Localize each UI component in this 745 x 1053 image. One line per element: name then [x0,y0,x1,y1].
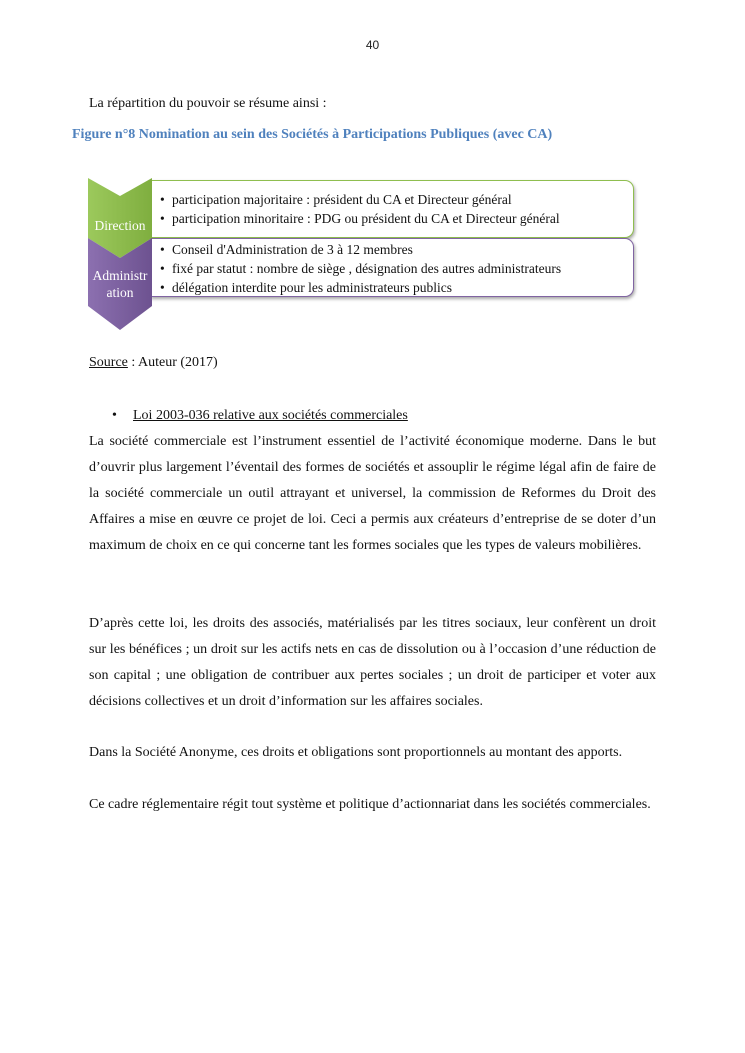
nomination-diagram [88,178,640,338]
administration-label-line1: Administr [92,268,148,283]
source-label: Source [89,355,128,370]
administration-item: • fixé par statut : nombre de siège , désignation des autres administrateurs [160,259,633,278]
administration-label-line2: ation [106,285,134,300]
paragraph: Dans la Société Anonyme, ces droits et obligations sont proportionnels au montant des apports. [89,745,623,760]
direction-box [150,180,634,238]
source-text: : Auteur (2017) [127,355,218,370]
administration-item: • délégation interdite pour les administrateurs publics [160,278,633,297]
intro-text: La répartition du pouvoir se résume ainsi : [89,96,327,111]
page-number: 40 [365,38,380,52]
direction-item: • participation majoritaire : président du CA et Directeur général [160,190,633,209]
direction-list [150,190,633,228]
law-heading-text: Loi 2003-036 relative aux sociétés commerciales [133,408,408,423]
figure-caption: Figure n°8 Nomination au sein des Sociétés à Participations Publiques (avec CA) [72,127,553,142]
source-line [89,355,218,371]
administration-box [150,238,634,297]
direction-label: Direction [94,218,146,233]
chevron-shapes [88,178,154,338]
paragraph: La société commerciale est l’instrument essentiel de l’activité économique moderne. Dans le but d’ouvrir plus largement l’éventail des formes de sociétés et assouplir le régime légal afin de faire de la société commerciale un outil attrayant et universel, la commission de Reformes du Droit des Affaires a mise en œuvre ce projet de loi. Ceci a permis aux créateurs d’entreprise de se doter d’un maximum de choix en ce qui concerne tant les formes sociales que les types de valeurs mobilières. [89,434,656,553]
paragraph: Ce cadre réglementaire régit tout système et politique d’actionnariat dans les sociétés commerciales. [89,797,651,812]
administration-item: • Conseil d'Administration de 3 à 12 membres [160,240,633,259]
bullet-icon: • [112,408,117,423]
law-heading [112,408,408,424]
direction-item: • participation minoritaire : PDG ou président du CA et Directeur général [160,209,633,228]
administration-list [150,240,633,297]
paragraph: D’après cette loi, les droits des associés, matérialisés par les titres sociaux, leur confèrent un droit sur les bénéfices ; un droit sur les actifs nets en cas de dissolution ou à l’occasion d’une réduction de son capital ; une obligation de contribuer aux pertes sociales ; un droit de participer et voter aux décisions collectives et un droit d’information sur les affaires sociales. [89,616,656,709]
